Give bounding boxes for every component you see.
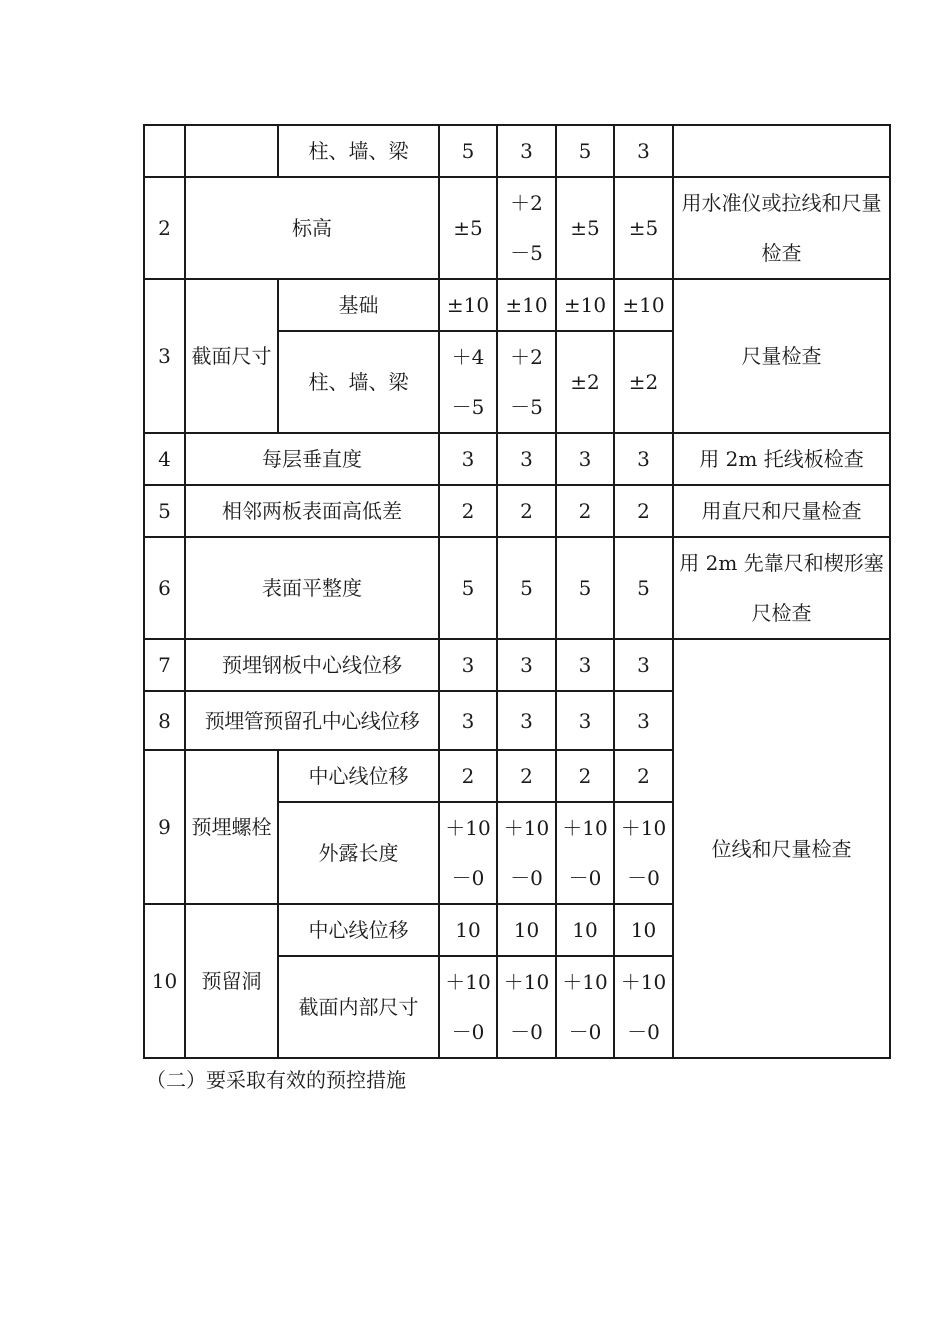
value-cell: 3 [439,433,497,485]
item-cell: 相邻两板表面高低差 [185,485,439,537]
value-cell [614,802,673,904]
value-lower: －0 [510,866,543,890]
item-cell: 预留洞 [185,904,278,1058]
value-cell [614,956,673,1058]
sub-item-cell: 中心线位移 [278,750,439,802]
item-cell: 标高 [185,177,439,279]
table-row [144,485,890,537]
value-cell [439,956,497,1058]
value-upper: ＋10 [445,816,491,840]
value-cell: 5 [439,537,497,639]
table-cell [185,125,278,177]
value-upper: ＋2 [510,345,543,369]
sub-item-cell: 柱、墙、梁 [278,331,439,433]
value-cell: ±5 [614,177,673,279]
value-lower: －5 [451,395,485,419]
row-number: 5 [144,485,185,537]
value-cell: 5 [497,537,556,639]
value-cell: ±10 [439,279,497,331]
table-row [144,177,890,279]
row-number: 7 [144,639,185,691]
value-cell: 10 [439,904,497,956]
row-number: 8 [144,691,185,750]
row-number: 2 [144,177,185,279]
item-cell: 预埋钢板中心线位移 [185,639,439,691]
method-cell: 用 2m 托线板检查 [673,433,890,485]
value-cell [497,177,556,279]
value-cell [497,802,556,904]
value-upper: ＋10 [562,816,608,840]
value-cell: 10 [556,904,614,956]
method-text: 用 2m 先靠尺和楔形塞尺检查 [679,551,884,625]
value-cell [556,802,614,904]
table-row [144,433,890,485]
table-row [144,537,890,639]
inspection-table [143,124,891,1059]
value-lower: －0 [451,866,485,890]
value-upper: ＋10 [620,970,667,994]
table-row [144,279,890,331]
sub-item-cell: 截面内部尺寸 [278,956,439,1058]
value-cell: 3 [556,639,614,691]
value-upper: ＋10 [503,816,550,840]
value-cell: ±5 [556,177,614,279]
value-cell: 3 [614,639,673,691]
value-cell: 2 [556,750,614,802]
value-cell: 2 [614,750,673,802]
section-heading: （二）要采取有效的预控措施 [146,1068,406,1092]
sub-item-cell: 外露长度 [278,802,439,904]
value-lower: －5 [510,395,543,419]
table-row [144,639,890,691]
value-cell [556,956,614,1058]
value-cell: ±10 [556,279,614,331]
value-cell: 5 [439,125,497,177]
method-cell [673,537,890,639]
value-upper: ＋10 [620,816,667,840]
item-cell: 每层垂直度 [185,433,439,485]
sub-item-cell: 柱、墙、梁 [278,125,439,177]
table-row [144,125,890,177]
item-cell: 截面尺寸 [185,279,278,433]
method-text: 用水准仪或拉线和尺量检查 [681,191,882,265]
value-cell [439,802,497,904]
value-cell: 5 [614,537,673,639]
value-cell: 3 [497,433,556,485]
value-upper: ＋4 [451,345,485,369]
value-cell: 3 [439,691,497,750]
value-cell: 10 [497,904,556,956]
row-number: 6 [144,537,185,639]
item-cell: 表面平整度 [185,537,439,639]
value-cell: 2 [497,750,556,802]
table-cell [144,125,185,177]
value-cell: ±5 [439,177,497,279]
method-cell [673,125,890,177]
value-upper: ＋10 [445,970,491,994]
value-lower: －0 [510,1020,543,1044]
value-cell: 2 [439,485,497,537]
value-cell: 5 [556,537,614,639]
value-cell: 3 [556,691,614,750]
row-number: 9 [144,750,185,904]
sub-item-cell: 中心线位移 [278,904,439,956]
value-cell: 3 [497,691,556,750]
value-cell: 3 [614,433,673,485]
value-cell: 2 [614,485,673,537]
value-lower: －0 [568,866,602,890]
value-cell: 3 [556,433,614,485]
value-cell: 3 [614,125,673,177]
value-lower: －0 [627,1020,660,1044]
value-cell: 3 [614,691,673,750]
value-cell: 2 [497,485,556,537]
row-number: 4 [144,433,185,485]
value-cell: ±10 [497,279,556,331]
value-lower: －5 [510,241,543,265]
row-number: 10 [144,904,185,1058]
item-cell: 预埋管预留孔中心线位移 [185,691,439,750]
value-lower: －0 [568,1020,602,1044]
item-cell: 预埋螺栓 [185,750,278,904]
value-cell: ±10 [614,279,673,331]
value-lower: －0 [451,1020,485,1044]
method-cell [673,177,890,279]
value-cell: ±2 [614,331,673,433]
sub-item-cell: 基础 [278,279,439,331]
value-cell: 3 [497,125,556,177]
method-cell: 位线和尺量检查 [673,639,890,1058]
value-cell: ±2 [556,331,614,433]
value-cell: 3 [439,639,497,691]
method-cell: 用直尺和尺量检查 [673,485,890,537]
value-upper: ＋10 [562,970,608,994]
value-cell: 2 [556,485,614,537]
value-cell: 2 [439,750,497,802]
value-upper: ＋10 [503,970,550,994]
method-cell: 尺量检查 [673,279,890,433]
value-cell [439,331,497,433]
value-cell [497,331,556,433]
value-cell [497,956,556,1058]
row-number: 3 [144,279,185,433]
value-upper: ＋2 [510,191,543,215]
value-cell: 10 [614,904,673,956]
value-cell: 5 [556,125,614,177]
value-lower: －0 [627,866,660,890]
value-cell: 3 [497,639,556,691]
